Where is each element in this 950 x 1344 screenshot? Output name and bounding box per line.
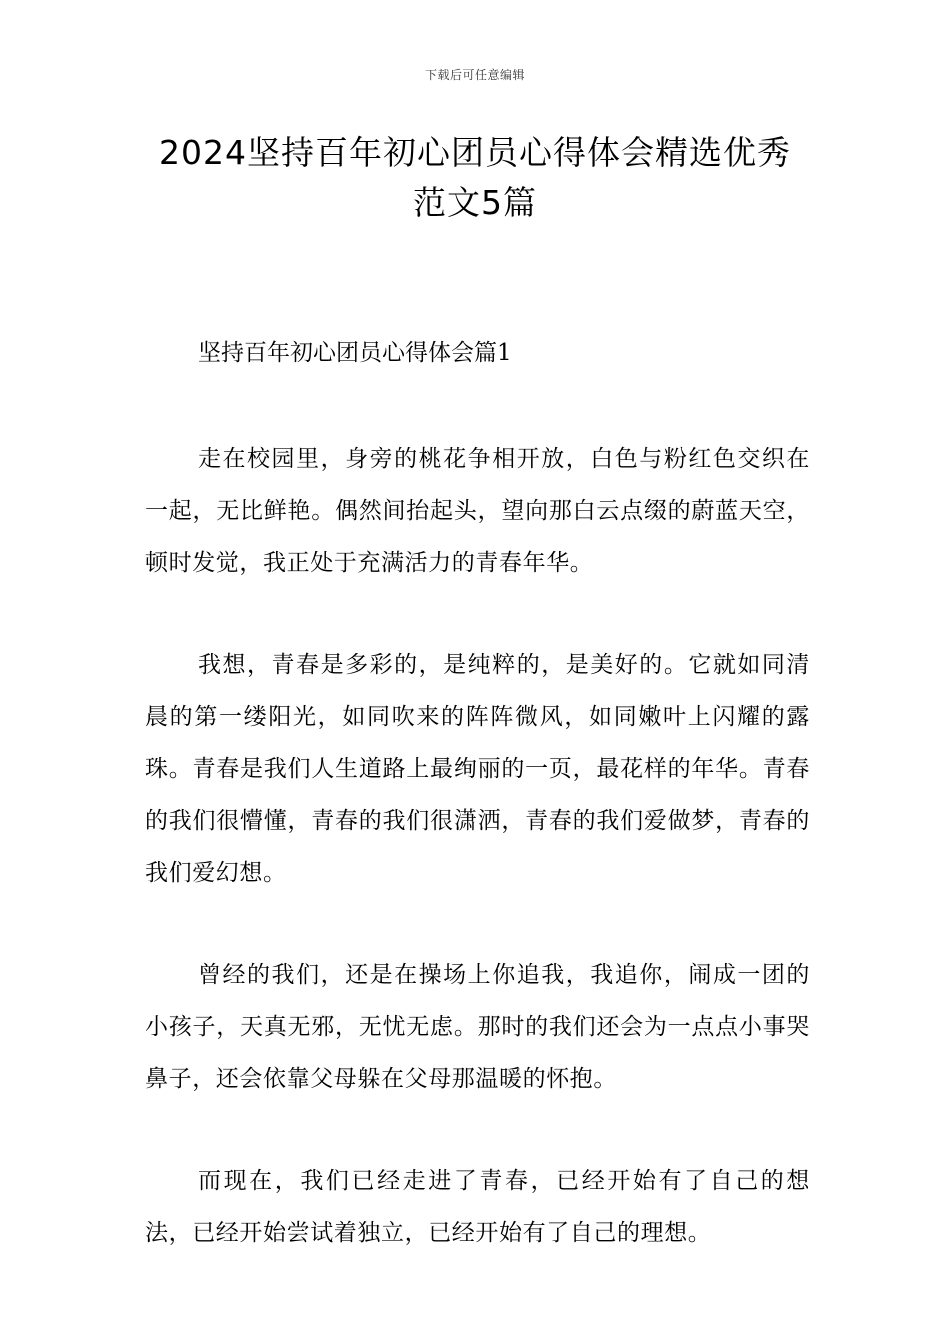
header-note: 下载后可任意编辑 [424, 68, 525, 82]
document-title [120, 128, 830, 228]
paragraph: 而现在，我们已经走进了青春，已经开始有了自己的想法，已经开始尝试着独立，已经开始有了自己的理想。 [145, 1168, 810, 1246]
title-line-2: 范文5篇 [413, 183, 537, 222]
paragraph: 我想，青春是多彩的，是纯粹的，是美好的。它就如同清晨的第一缕阳光，如同吹来的阵阵微风，如同嫩叶上闪耀的露珠。青春是我们人生道路上最绚丽的一页，最花样的年华。青春的我们很懵懂，青春的我们很潇洒，青春的我们爱做梦，青春的我们爱幻想。 [145, 652, 810, 886]
title-line-1: 2024坚持百年初心团员心得体会精选优秀 [159, 133, 791, 172]
paragraph: 走在校园里，身旁的桃花争相开放，白色与粉红色交织在一起，无比鲜艳。偶然间抬起头，望向那白云点缀的蔚蓝天空，顿时发觉，我正处于充满活力的青春年华。 [145, 446, 810, 576]
paragraph: 曾经的我们，还是在操场上你追我，我追你，闹成一团的小孩子，天真无邪，无忧无虑。那时的我们还会为一点点小事哭鼻子，还会依靠父母躲在父母那温暖的怀抱。 [145, 962, 810, 1092]
document-body [145, 328, 810, 1309]
section-heading: 坚持百年初心团员心得体会篇1 [198, 340, 512, 366]
